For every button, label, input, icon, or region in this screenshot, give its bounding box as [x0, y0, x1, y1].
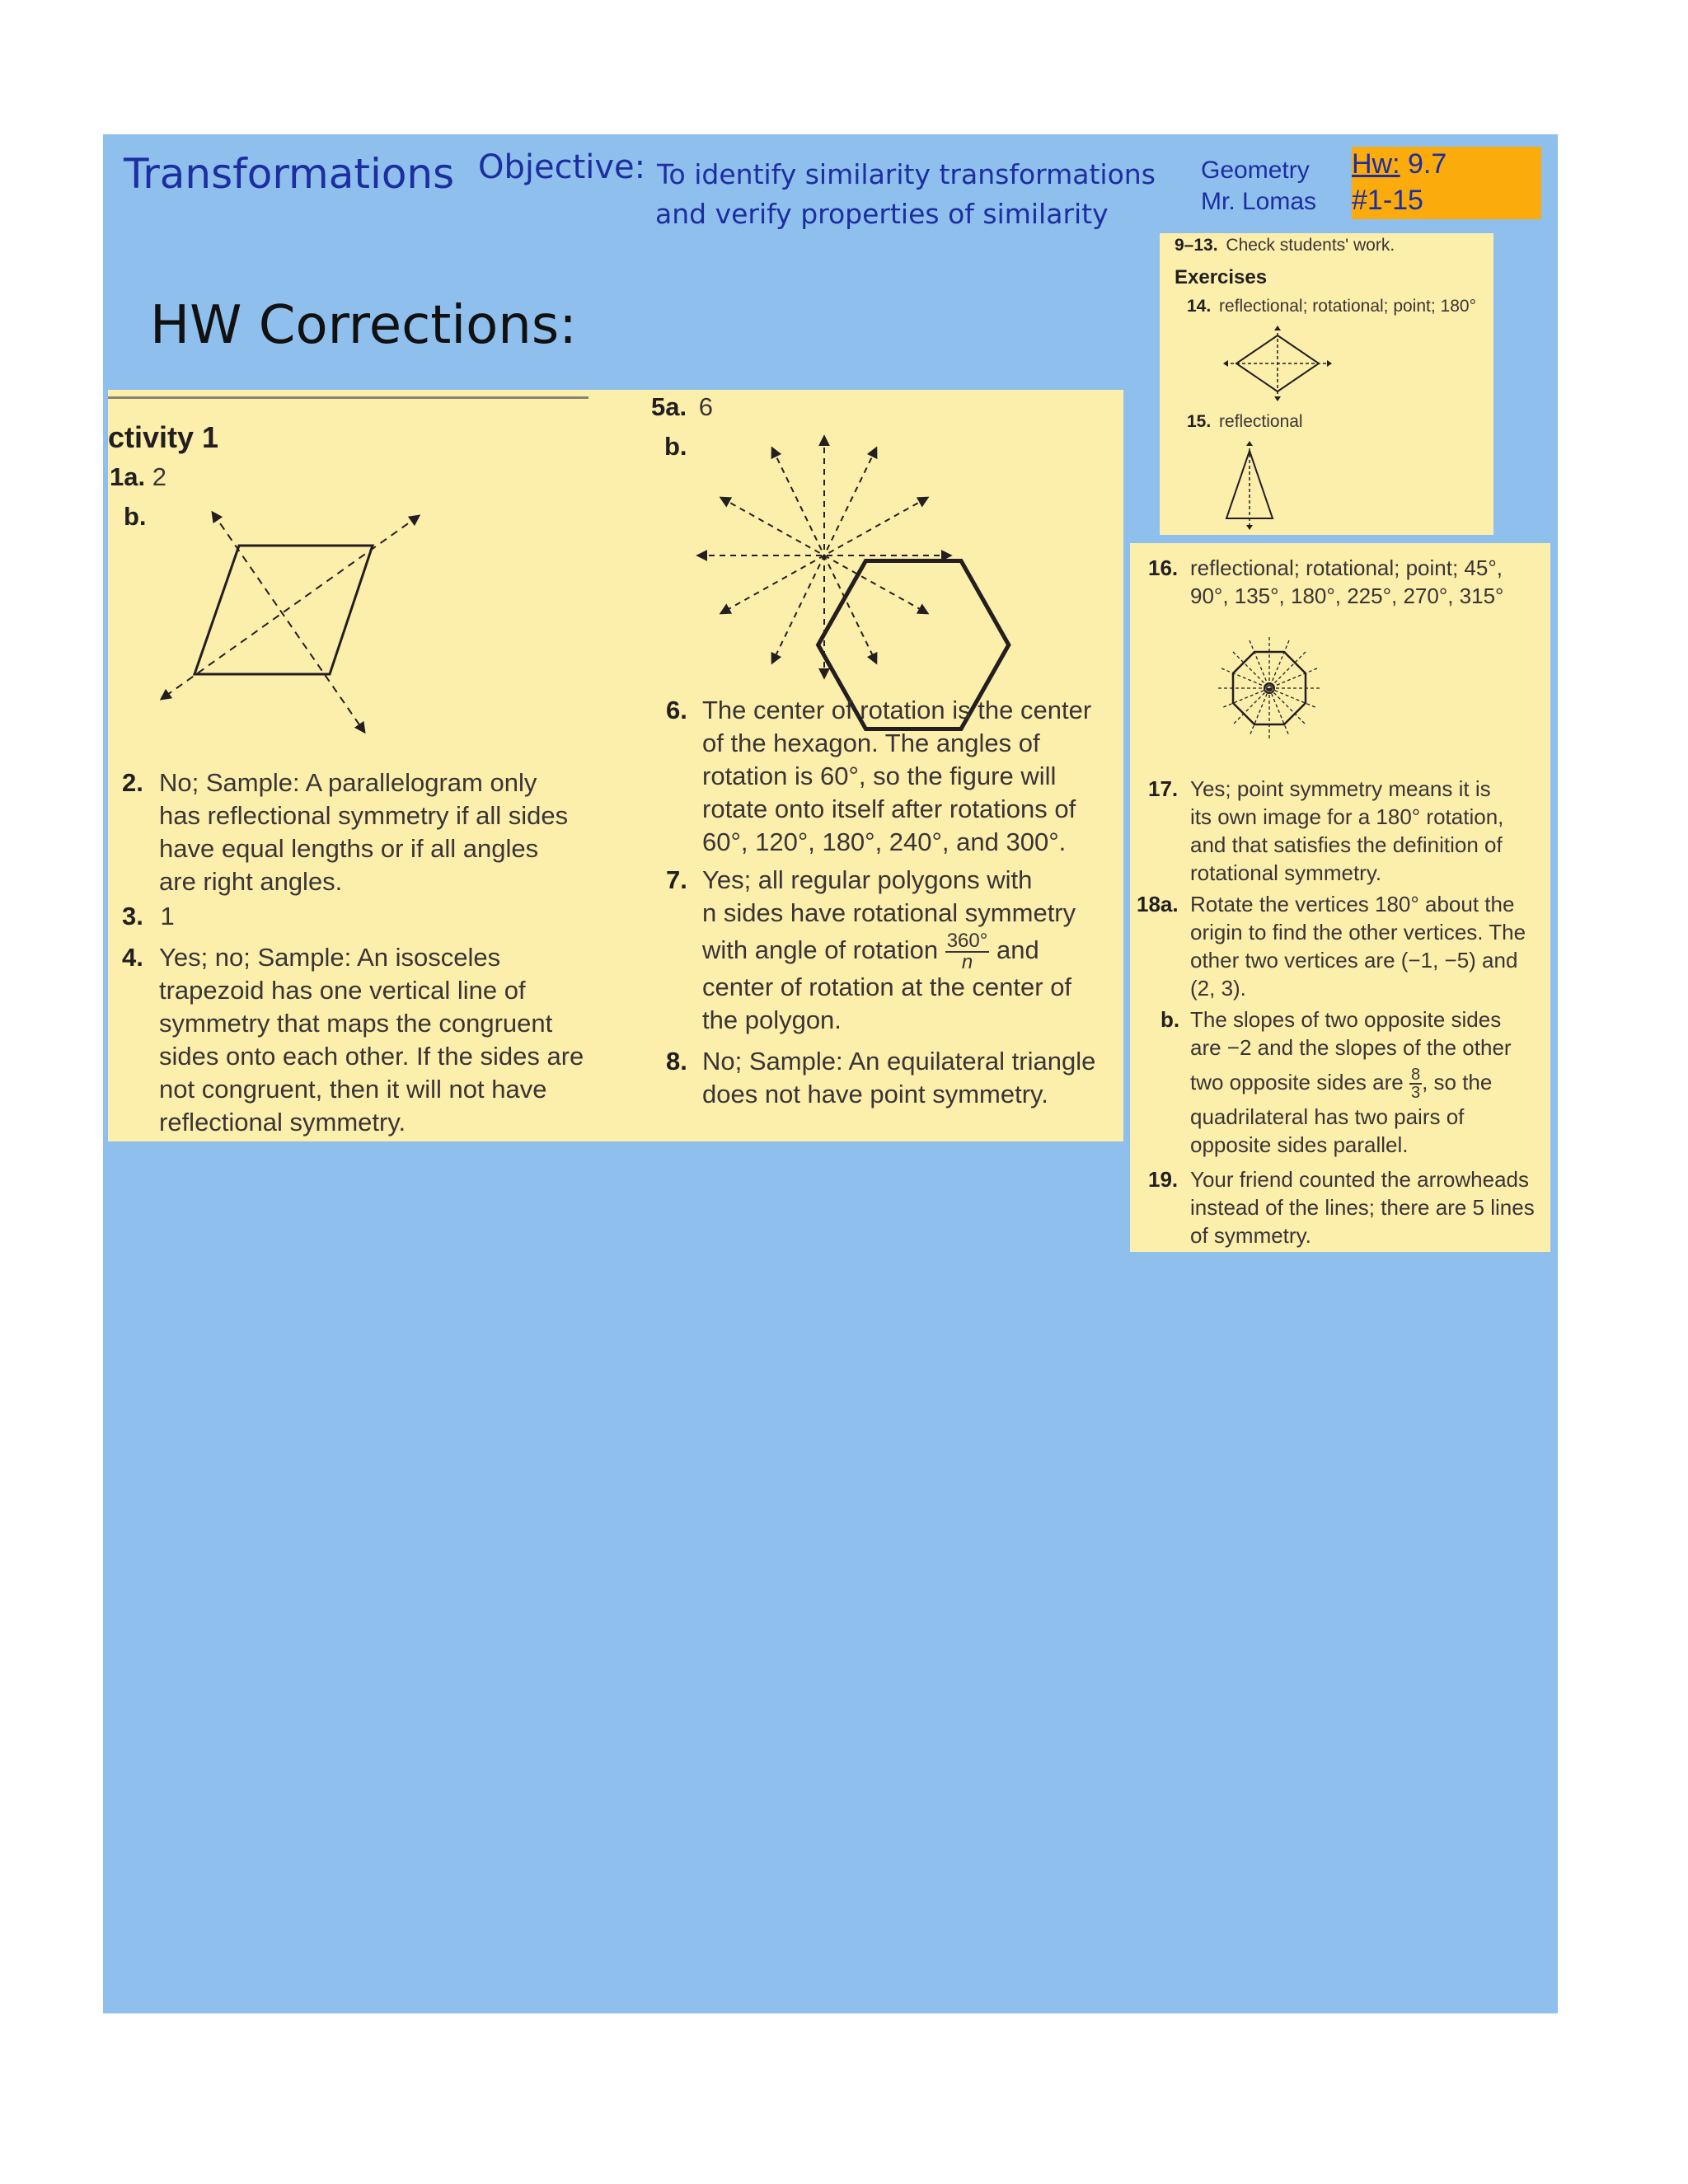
- answer-5b-label: b.: [664, 432, 687, 461]
- parallelogram-diagram: [157, 503, 437, 750]
- answer-line: Your friend counted the arrowheads: [1190, 1167, 1529, 1192]
- answer-line: the polygon.: [702, 1005, 842, 1034]
- hexagon-diagram: [696, 429, 960, 692]
- answer-9-13: [1175, 236, 1395, 255]
- answer-text: reflectional; rotational; point; 180°: [1219, 297, 1476, 316]
- answer-line: instead of the lines; there are 5 lines: [1190, 1195, 1535, 1220]
- answer-1b-label: b.: [124, 502, 147, 531]
- objective-line-2: and verify properties of similarity: [655, 198, 1109, 230]
- answer-1a: [110, 462, 166, 492]
- answer-line: not congruent, then it will not have: [159, 1075, 547, 1104]
- corrections-heading: HW Corrections:: [150, 295, 577, 356]
- answer-number: 7.: [666, 865, 687, 894]
- panel-divider: [108, 396, 588, 399]
- answer-text: Check students' work.: [1226, 236, 1395, 255]
- answer-number: b.: [1160, 1007, 1180, 1032]
- answer-text: and: [996, 935, 1039, 964]
- answer-number: 1a.: [110, 462, 146, 491]
- answer-line: and that satisfies the definition of: [1190, 832, 1503, 857]
- answer-text: 2: [152, 462, 166, 491]
- answer-line: Yes; all regular polygons with: [702, 865, 1033, 894]
- answer-line: n sides have rotational symmetry: [702, 898, 1076, 927]
- answer-line: of the hexagon. The angles of: [702, 729, 1040, 757]
- objective-line-1: To identify similarity transformations: [657, 158, 1156, 190]
- hw-value: 9.7: [1408, 148, 1447, 180]
- answer-line: are right angles.: [159, 867, 343, 896]
- answer-line: Rotate the vertices 180° about the: [1190, 892, 1515, 916]
- answer-line: other two vertices are (−1, −5) and: [1190, 948, 1518, 972]
- answer-number: 8.: [666, 1047, 687, 1076]
- answer-text: with angle of rotation: [702, 935, 939, 964]
- rhombus-diagram: [1220, 326, 1335, 404]
- answer-number: 14.: [1187, 297, 1212, 316]
- answer-number: 9–13.: [1175, 236, 1218, 255]
- answer-line: are −2 and the slopes of the other: [1190, 1035, 1512, 1060]
- answer-line: trapezoid has one vertical line of: [159, 976, 526, 1005]
- answer-line: [702, 930, 1076, 971]
- fraction: [1409, 1066, 1422, 1101]
- triangle-diagram: [1220, 441, 1286, 532]
- activity-heading: ctivity 1: [108, 420, 219, 454]
- answer-number: 15.: [1187, 412, 1212, 431]
- fraction: [945, 931, 990, 972]
- exercises-heading: Exercises: [1175, 266, 1268, 288]
- answer-line: have equal lengths or if all angles: [159, 834, 539, 863]
- answer-number: 3.: [122, 902, 143, 930]
- answer-text: 1: [160, 902, 175, 930]
- hw-link[interactable]: Hw:: [1352, 148, 1400, 180]
- octagon-diagram: [1195, 614, 1343, 762]
- answer-15: [1187, 412, 1303, 432]
- answer-line: reflectional; rotational; point; 45°,: [1190, 555, 1503, 580]
- answer-text: , so the: [1422, 1070, 1493, 1094]
- fraction-numerator: 8: [1410, 1066, 1421, 1085]
- answer-line: its own image for a 180° rotation,: [1190, 804, 1504, 829]
- answer-number: 17.: [1148, 776, 1179, 801]
- answer-5a: [651, 392, 713, 422]
- fraction-denominator: 3: [1410, 1084, 1421, 1103]
- answer-line: quadrilateral has two pairs of: [1190, 1104, 1465, 1129]
- answer-3: [122, 902, 175, 931]
- answer-text: reflectional: [1219, 412, 1303, 431]
- answer-line: origin to find the other vertices. The: [1190, 920, 1526, 944]
- answer-number: 5a.: [651, 392, 687, 421]
- answer-number: 18a.: [1137, 892, 1179, 916]
- answer-line: 90°, 135°, 180°, 225°, 270°, 315°: [1190, 583, 1504, 608]
- answer-line: No; Sample: A parallelogram only: [159, 768, 537, 797]
- answer-line: of symmetry.: [1190, 1223, 1311, 1248]
- fraction-numerator: 360°: [946, 929, 988, 952]
- teacher-name: Mr. Lomas: [1201, 188, 1317, 215]
- objective-label: Objective:: [478, 148, 646, 186]
- answer-line: opposite sides parallel.: [1190, 1132, 1409, 1157]
- homework-label: [1352, 148, 1447, 180]
- fraction-denominator: n: [961, 950, 973, 973]
- answer-number: 2.: [122, 768, 143, 797]
- answer-line: rotation is 60°, so the figure will: [702, 762, 1057, 790]
- answer-line: Yes; point symmetry means it is: [1190, 776, 1491, 801]
- answer-line: No; Sample: An equilateral triangle: [702, 1047, 1096, 1076]
- homework-problems: #1-15: [1352, 185, 1423, 216]
- answer-line: rotate onto itself after rotations of: [702, 794, 1076, 823]
- answer-line: Yes; no; Sample: An isosceles: [159, 943, 501, 972]
- page-title: Transformations: [124, 150, 455, 198]
- answer-number: 4.: [122, 943, 143, 972]
- answer-14: [1187, 297, 1476, 316]
- answer-text: two opposite sides are: [1190, 1070, 1404, 1094]
- answer-number: 16.: [1148, 555, 1179, 580]
- answer-number: 6.: [666, 696, 687, 724]
- answer-line: [1190, 1062, 1512, 1103]
- answer-line: The center of rotation is the center: [702, 696, 1092, 724]
- answer-line: 60°, 120°, 180°, 240°, and 300°.: [702, 827, 1067, 856]
- answer-line: does not have point symmetry.: [702, 1080, 1048, 1108]
- answer-text: 6: [698, 392, 713, 421]
- answer-line: The slopes of two opposite sides: [1190, 1007, 1502, 1032]
- answer-line: sides onto each other. If the sides are: [159, 1042, 584, 1071]
- answer-line: center of rotation at the center of: [702, 972, 1072, 1001]
- answer-line: has reflectional symmetry if all sides: [159, 801, 569, 830]
- course-name: Geometry: [1201, 157, 1310, 184]
- answer-line: rotational symmetry.: [1190, 860, 1382, 885]
- answer-line: symmetry that maps the congruent: [159, 1009, 553, 1038]
- answer-line: (2, 3).: [1190, 976, 1246, 1001]
- answer-line: reflectional symmetry.: [159, 1108, 406, 1137]
- answer-number: 19.: [1148, 1167, 1179, 1192]
